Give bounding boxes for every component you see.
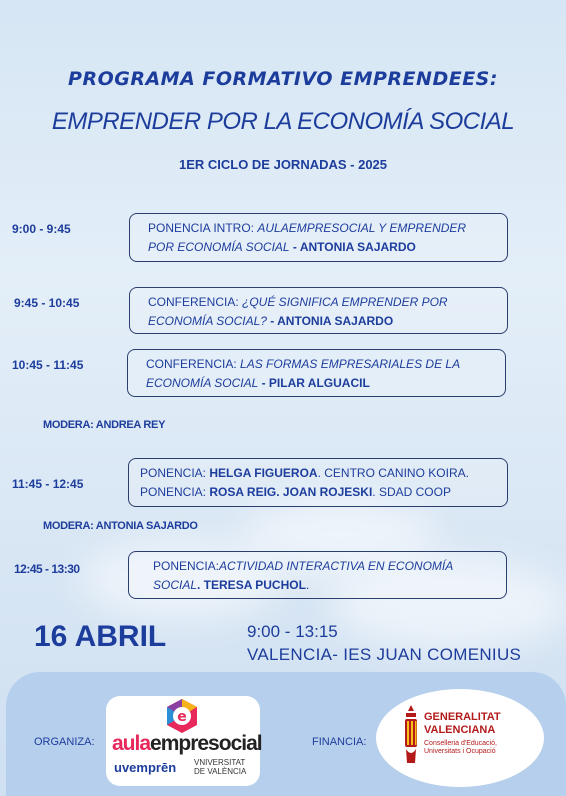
gva-crest-icon — [402, 703, 420, 769]
gva-name: GENERALITAT VALENCIANA — [424, 711, 501, 736]
session-time: 9:00 - 9:45 — [12, 222, 71, 236]
session-line: CONFERENCIA: ¿QUÉ SIGNIFICA EMPRENDER POR — [148, 295, 448, 309]
session-box — [127, 349, 506, 397]
session-line: PONENCIA: HELGA FIGUEROA. CENTRO CANINO KOIRA. — [140, 466, 469, 480]
event-date: 16 ABRIL — [34, 620, 167, 653]
session-time: 11:45 - 12:45 — [12, 477, 84, 491]
session-time: 9:45 - 10:45 — [14, 296, 80, 310]
cycle-label: 1ER CICLO DE JORNADAS - 2025 — [178, 157, 388, 172]
program-subtitle: EMPRENDER POR LA ECONOMÍA SOCIAL — [51, 108, 515, 135]
session-line: CONFERENCIA: LAS FORMAS EMPRESARIALES DE LA — [146, 357, 461, 371]
generalitat-valenciana-logo — [376, 689, 544, 787]
session-box — [129, 213, 508, 262]
organiza-label: ORGANIZA: — [34, 736, 95, 748]
event-location: VALENCIA- IES JUAN COMENIUS — [247, 645, 522, 664]
aulaempresocial-icon — [164, 698, 200, 734]
aulaempresocial-logo — [106, 696, 260, 786]
program-title: PROGRAMA FORMATIVO EMPRENDEES: — [68, 68, 498, 90]
gva-department: Conselleria d'Educació, Universitats i Ocupació — [424, 740, 497, 755]
session-line: POR ECONOMÍA SOCIAL - ANTONIA SAJARDO — [148, 240, 416, 254]
session-box — [129, 287, 508, 334]
moderator-label: MODERA: ANTONIA SAJARDO — [43, 520, 198, 532]
session-box — [128, 458, 508, 507]
aulaempresocial-wordmark: aulaempresocial — [112, 732, 262, 755]
session-line: SOCIAL. TERESA PUCHOL. — [153, 578, 310, 592]
session-line: ECONOMÍA SOCIAL - PILAR ALGUACIL — [146, 376, 370, 390]
session-box — [128, 551, 507, 599]
moderator-label: MODERA: ANDREA REY — [43, 419, 166, 431]
session-time: 10:45 - 11:45 — [12, 358, 84, 372]
event-hours: 9:00 - 13:15 — [247, 622, 338, 641]
session-line: PONENCIA INTRO: AULAEMPRESOCIAL Y EMPRENDER — [148, 221, 467, 235]
universitat-valencia-wordmark: VNIVERSITAT DE VALÈNCIA — [194, 758, 247, 776]
financia-label: FINANCIA: — [312, 736, 367, 748]
session-time: 12:45 - 13:30 — [14, 562, 80, 576]
svg-text:e: e — [177, 709, 187, 725]
session-line: ECONOMÍA SOCIAL? - ANTONIA SAJARDO — [148, 314, 394, 328]
session-line: PONENCIA:ACTIVIDAD INTERACTIVA EN ECONOMÍA — [153, 559, 454, 573]
uvempren-wordmark: uvemprēn — [114, 760, 177, 775]
session-line: PONENCIA: ROSA REIG. JOAN ROJESKI. SDAD COOP — [140, 485, 451, 499]
